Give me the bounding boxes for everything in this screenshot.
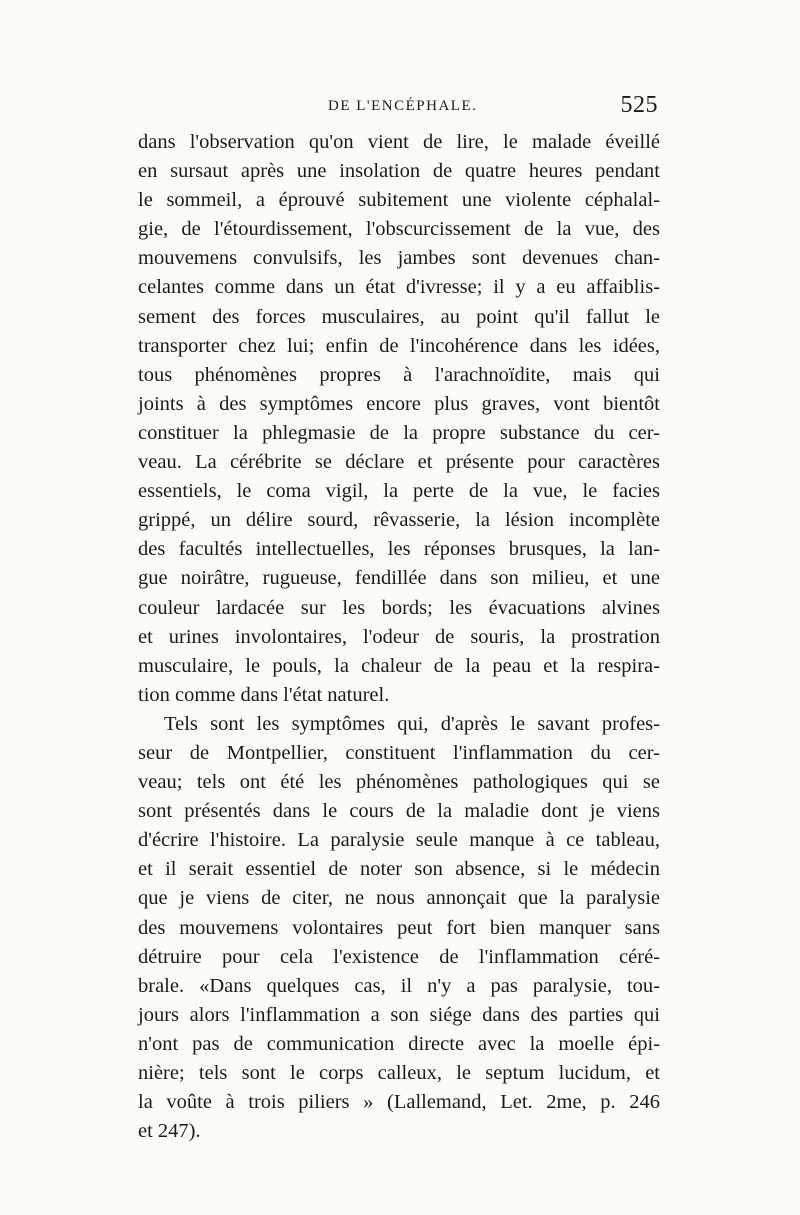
text-line: et 247). xyxy=(138,1120,201,1143)
text-line: d'écrire l'histoire. La paralysie seule manque à ce tableau, xyxy=(138,829,660,852)
text-line: détruire pour cela l'existence de l'inflammation céré- xyxy=(138,945,660,968)
text-line: seur de Montpellier, constituent l'inflammation du cer- xyxy=(138,741,660,764)
text-line: constituer la phlegmasie de la propre substance du cer- xyxy=(138,421,660,444)
text-line: des facultés intellectuelles, les réponses brusques, la lan- xyxy=(138,538,660,561)
text-line: et il serait essentiel de noter son absence, si le médecin xyxy=(138,858,660,881)
text-line: sement des forces musculaires, au point qu'il fallut le xyxy=(138,305,660,328)
text-line: dans l'observation qu'on vient de lire, le malade éveillé xyxy=(138,131,660,153)
text-line: la voûte à trois piliers » (Lallemand, Let. 2me, p. 246 xyxy=(138,1091,660,1114)
text-line: mouvemens convulsifs, les jambes sont devenues chan- xyxy=(138,247,660,270)
text-line: nière; tels sont le corps calleux, le septum lucidum, et xyxy=(138,1062,660,1084)
text-line: tous phénomènes propres à l'arachnoïdite, mais qui xyxy=(138,363,660,386)
page-number: 525 xyxy=(620,92,658,118)
text-line: transporter chez lui; enfin de l'incohérence dans les idées, xyxy=(138,334,660,357)
text-line: veau; tels ont été les phénomènes pathologiques qui se xyxy=(138,771,660,794)
text-line: tion comme dans l'état naturel. xyxy=(138,683,390,706)
text-line: musculaire, le pouls, la chaleur de la peau et la respira- xyxy=(138,654,660,677)
text-line: couleur lardacée sur les bords; les évacuations alvines xyxy=(138,596,660,619)
text-line: n'ont pas de communication directe avec la moelle épi- xyxy=(138,1032,660,1055)
text-line: que je viens de citer, ne nous annonçait que la paralysie xyxy=(138,887,660,910)
running-title: DE L'ENCÉPHALE. xyxy=(328,98,478,114)
text-line: gie, de l'étourdissement, l'obscurcissement de la vue, des xyxy=(138,218,660,241)
body-text xyxy=(138,128,660,1146)
text-line: veau. La cérébrite se déclare et présente pour caractères xyxy=(138,451,660,474)
text-line: le sommeil, a éprouvé subitement une violente céphalal- xyxy=(138,189,660,212)
text-line: celantes comme dans un état d'ivresse; il y a eu affaiblis- xyxy=(138,276,660,299)
text-line: en sursaut après une insolation de quatre heures pendant xyxy=(138,160,660,183)
text-line: et urines involontaires, l'odeur de souris, la prostration xyxy=(138,625,660,648)
text-line: Tels sont les symptômes qui, d'après le savant profes- xyxy=(164,712,660,735)
text-line: brale. «Dans quelques cas, il n'y a pas paralysie, tou- xyxy=(138,974,660,997)
text-line: grippé, un délire sourd, rêvasserie, la lésion incomplète xyxy=(138,509,660,532)
running-head xyxy=(138,92,658,126)
paragraph-1 xyxy=(138,128,660,710)
text-line: gue noirâtre, rugueuse, fendillée dans son milieu, et une xyxy=(138,567,660,590)
text-line: joints à des symptômes encore plus graves, vont bientôt xyxy=(138,392,660,415)
text-line: jours alors l'inflammation a son siége dans des parties qui xyxy=(138,1003,660,1026)
paragraph-2 xyxy=(138,710,660,1146)
text-line: essentiels, le coma vigil, la perte de la vue, le facies xyxy=(138,480,660,503)
text-line: sont présentés dans le cours de la maladie dont je viens xyxy=(138,800,660,823)
text-line: des mouvemens volontaires peut fort bien manquer sans xyxy=(138,916,660,939)
